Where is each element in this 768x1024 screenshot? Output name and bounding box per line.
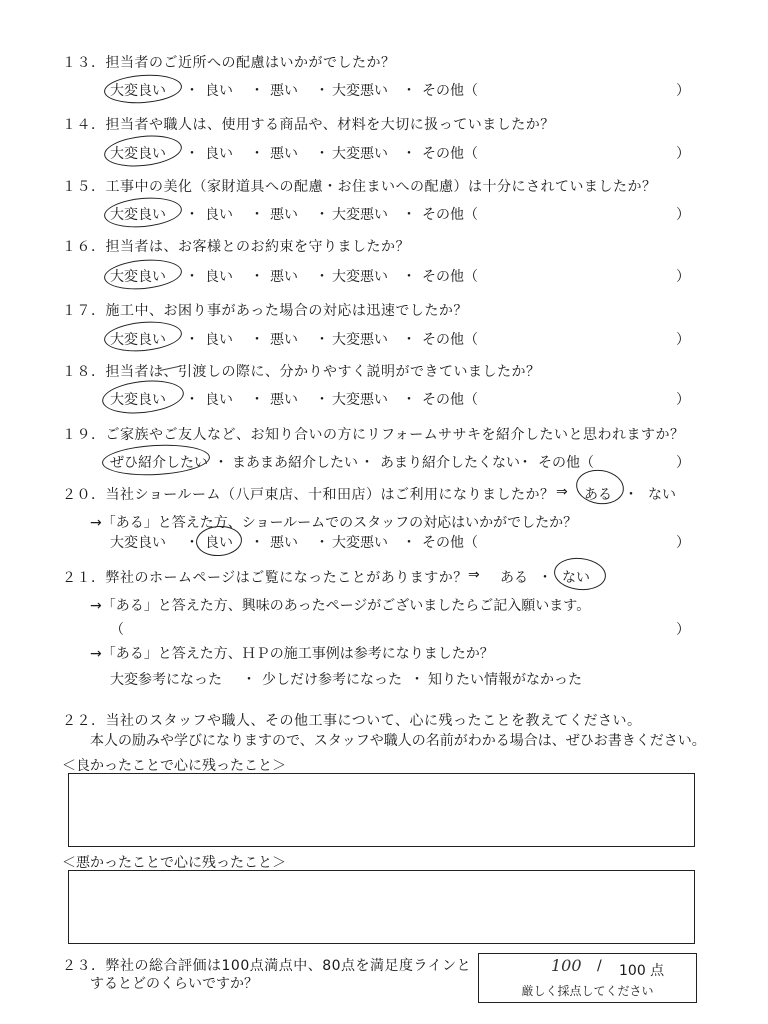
opt-bad[interactable]: 悪い [270, 83, 298, 99]
opt-bad[interactable]: 悪い [270, 207, 298, 223]
opt-no[interactable]: ない [648, 487, 676, 503]
question-14: １４．担当者や職人は、使用する商品や、材料を大切に扱っていましたか？ [62, 117, 555, 133]
opt-good[interactable]: 良い [205, 392, 233, 408]
bad-memory-label: ＜悪かったことで心に残ったこと＞ [62, 855, 286, 871]
opt-very-helpful[interactable]: 大変参考になった [110, 672, 222, 688]
opt-very-good[interactable]: 大変良い [110, 269, 166, 285]
score-max: 100 点 [619, 963, 665, 979]
question-22-note: 本人の励みや学びになりますので、スタッフや職人の名前がわかる場合は、ぜひお書きください。 [90, 733, 706, 749]
opt-other[interactable]: その他（ [422, 392, 478, 408]
question-23-cont: するとどのくらいですか？ [90, 976, 258, 992]
opt-other[interactable]: その他（ [422, 535, 478, 551]
opt-other[interactable]: その他（ [422, 332, 478, 348]
opt-bad[interactable]: 悪い [270, 146, 298, 162]
opt-very-bad[interactable]: 大変悪い [332, 83, 388, 99]
opt-slightly-helpful[interactable]: 少しだけ参考になった [262, 672, 402, 688]
opt-very-bad[interactable]: 大変悪い [332, 207, 388, 223]
opt-good[interactable]: 良い [205, 535, 233, 551]
question-18: １８．担当者は、引渡しの際に、分かりやすく説明ができていましたか？ [62, 364, 541, 380]
opt-good[interactable]: 良い [205, 83, 233, 99]
opt-very-bad[interactable]: 大変悪い [332, 535, 388, 551]
opt-other[interactable]: その他（ [538, 455, 594, 471]
survey-page: １３．担当者のご近所への配慮はいかがでしたか？ 大変良い ・ 良い ・ 悪い ・ 大変悪い ・ その他（ ） １４．担当者や職人は、使用する商品や、材料を大切に扱っていましたか？ 大変良い ・ 良い ・ 悪い ・ 大変悪い ・ その他（ ） １５．工事中の美化（家財道具への配慮・お住まいへの配慮）は十分にされていましたか？ 大変良い ・ 良い ・ 悪い ・ 大変悪い ・ その他（ ） １６．担当者は、お客様とのお約束を守りましたか？ 大変良い ・ 良い ・ 悪い ・ 大変悪い ・ その他（ ） １７．施工中、お困り事があった場合の対応は迅速でしたか？ 大変良い ・ 良い ・ 悪い ・ 大変悪い ・ その他（ ） １８．担当者は、引渡しの際に、分かりやすく説明ができていましたか？ 大変良い ・ 良い ・ 悪い ・ 大変悪い ・ その他（ ） １９．ご家族やご友人など、お知り合いの方にリフォームササキを紹介したいと思われますか？ ぜひ紹介したい ・ まあまあ紹介したい ・ あまり紹介したくない ・ その他（ ） ２０．当社ショールーム（八戸東店、十和田店）はご利用になりましたか？ ⇒ ある ・ ない →「ある」と答えた方、ショールームでのスタッフの対応はいかがでしたか？ 大変良い ・ 良い ・ 悪い ・ 大変悪い ・ その他（ ） ２１．弊社のホームページはご覧になったことがありますか？ ⇒ ある ・ ない →「ある」と答えた方、興味のあったページがございましたらご記入願います。 （ ） →「ある」と答えた方、ＨＰの施工事例は参考になりましたか？ 大変参考になった ・ 少しだけ参考になった ・ 知りたい情報がなかった ２２．当社のスタッフや職人、その他工事について、心に残ったことを教えてください。 本人の励みや学びになりますので、スタッフや職人の名前がわかる場合は、ぜひお書きください。 ＜良かったことで心に残ったこと＞ ＜悪かったことで心に残ったこと＞ ２３．弊社の総合評価は100点満点中、80点を満足度ラインと するとどのくらいですか？ 100 / 100 点 厳しく採点してください [0, 0, 768, 1024]
opt-definitely-recommend[interactable]: ぜひ紹介したい [110, 455, 208, 471]
good-memory-textarea[interactable] [68, 773, 695, 847]
opt-very-bad[interactable]: 大変悪い [332, 332, 388, 348]
question-20: ２０．当社ショールーム（八戸東店、十和田店）はご利用になりましたか？ [62, 487, 555, 503]
opt-other[interactable]: その他（ [422, 83, 478, 99]
opt-other[interactable]: その他（ [422, 269, 478, 285]
opt-other[interactable]: その他（ [422, 146, 478, 162]
opt-very-good[interactable]: 大変良い [110, 83, 166, 99]
opt-not-recommend[interactable]: あまり紹介したくない [380, 455, 520, 471]
opt-very-good[interactable]: 大変良い [110, 392, 166, 408]
opt-good[interactable]: 良い [205, 146, 233, 162]
question-21: ２１．弊社のホームページはご覧になったことがありますか？ [62, 570, 468, 586]
question-17: １７．施工中、お困り事があった場合の対応は迅速でしたか？ [62, 303, 468, 319]
question-21-followup-2: →「ある」と答えた方、ＨＰの施工事例は参考になりましたか？ [90, 646, 494, 662]
question-23: ２３．弊社の総合評価は100点満点中、80点を満足度ラインと [62, 958, 472, 974]
opt-bad[interactable]: 悪い [270, 535, 298, 551]
opt-other[interactable]: その他（ [422, 207, 478, 223]
opt-somewhat-recommend[interactable]: まあまあ紹介したい [232, 455, 358, 471]
question-15: １５．工事中の美化（家財道具への配慮・お住まいへの配慮）は十分にされていましたか？ [62, 179, 657, 195]
opt-very-good[interactable]: 大変良い [110, 146, 166, 162]
question-16: １６．担当者は、お客様とのお約束を守りましたか？ [62, 239, 410, 255]
question-21-followup-1: →「ある」と答えた方、興味のあったページがございましたらご記入願います。 [90, 598, 591, 614]
handwritten-score: 100 [551, 956, 582, 975]
opt-very-bad[interactable]: 大変悪い [332, 269, 388, 285]
opt-yes[interactable]: ある [584, 487, 612, 503]
good-memory-label: ＜良かったことで心に残ったこと＞ [62, 758, 286, 774]
opt-very-good[interactable]: 大変良い [110, 535, 166, 551]
opt-bad[interactable]: 悪い [270, 332, 298, 348]
question-22: ２２．当社のスタッフや職人、その他工事について、心に残ったことを教えてください。 [62, 713, 642, 729]
opt-very-bad[interactable]: 大変悪い [332, 146, 388, 162]
question-19: １９．ご家族やご友人など、お知り合いの方にリフォームササキを紹介したいと思われますか？ [62, 427, 685, 443]
question-20-followup: →「ある」と答えた方、ショールームでのスタッフの対応はいかがでしたか？ [90, 515, 578, 531]
score-note: 厳しく採点してください [521, 984, 654, 998]
opt-good[interactable]: 良い [205, 332, 233, 348]
opt-bad[interactable]: 悪い [270, 392, 298, 408]
opt-very-good[interactable]: 大変良い [110, 207, 166, 223]
opt-not-helpful[interactable]: 知りたい情報がなかった [428, 672, 582, 688]
opt-no[interactable]: ない [562, 570, 590, 586]
opt-good[interactable]: 良い [205, 207, 233, 223]
score-box[interactable]: 100 / 100 点 厳しく採点してください [478, 953, 697, 1003]
bad-memory-textarea[interactable] [68, 870, 695, 944]
question-13: １３．担当者のご近所への配慮はいかがでしたか？ [62, 55, 396, 71]
opt-yes[interactable]: ある [500, 570, 528, 586]
opt-good[interactable]: 良い [205, 269, 233, 285]
opt-very-good[interactable]: 大変良い [110, 332, 166, 348]
opt-bad[interactable]: 悪い [270, 269, 298, 285]
opt-very-bad[interactable]: 大変悪い [332, 392, 388, 408]
